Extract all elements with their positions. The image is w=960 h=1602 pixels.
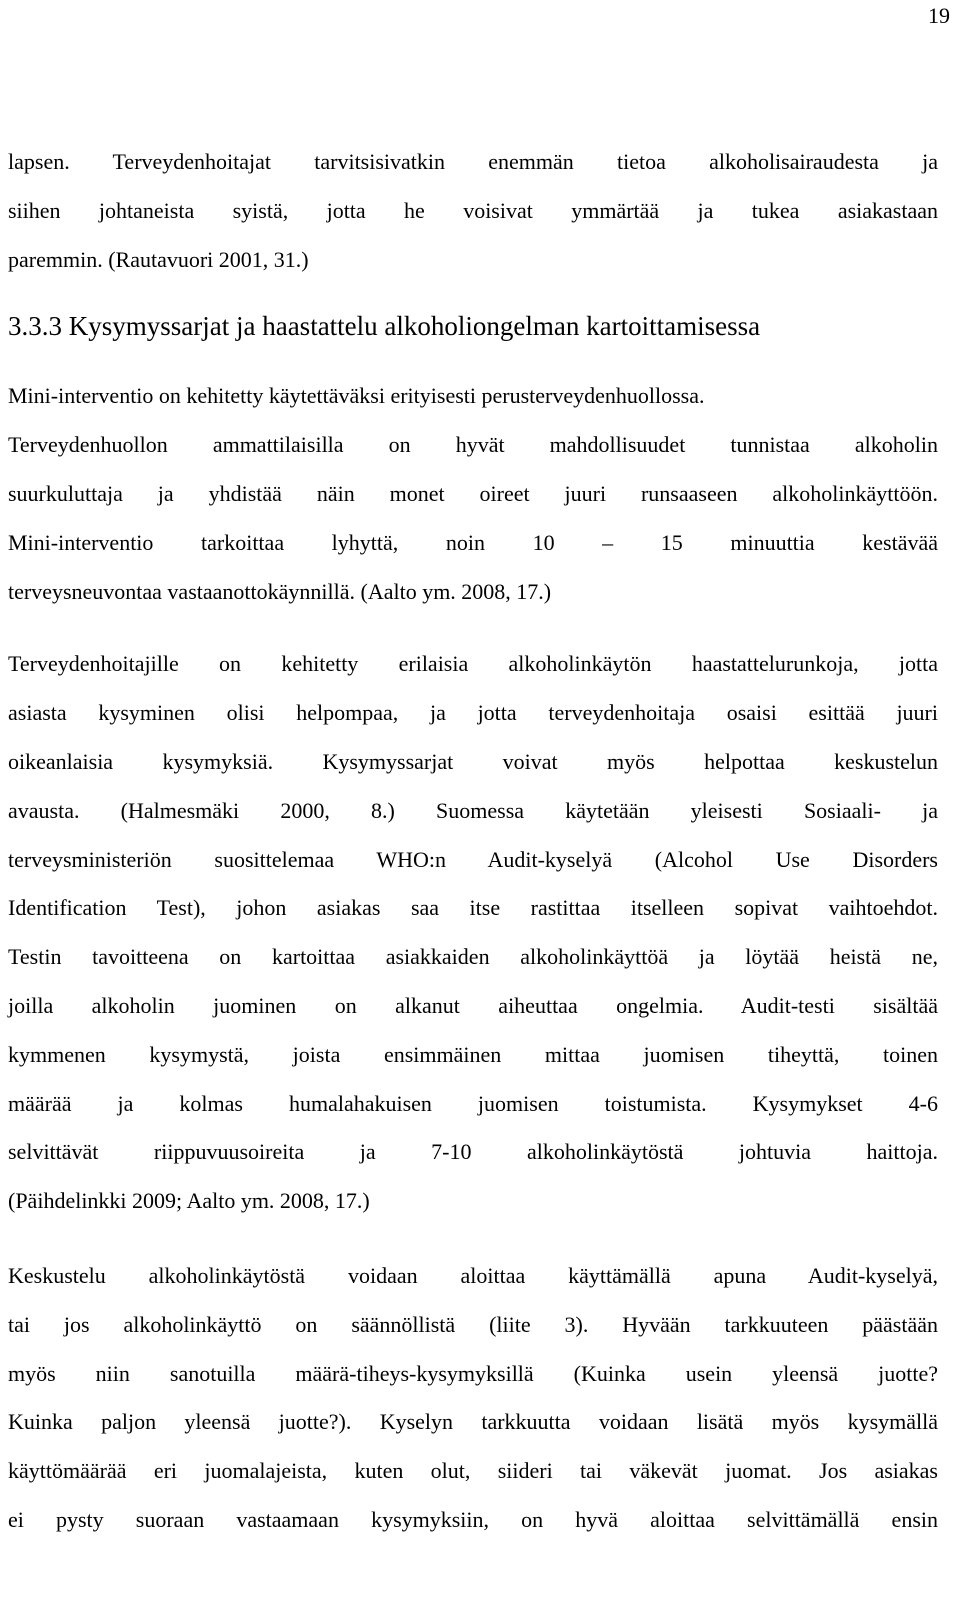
text-line: ei pysty suoraan vastaamaan kysymyksiin, on hyvä aloittaa selvittämällä ensin	[8, 1506, 938, 1532]
intro-paragraph	[8, 138, 938, 284]
text-line: terveysneuvontaa vastaanottokäynnillä. (Aalto ym. 2008, 17.)	[8, 578, 552, 604]
text-line: suurkuluttaja ja yhdistää näin monet oireet juuri runsaaseen alkoholinkäyttöön.	[8, 480, 938, 506]
text-line: Kuinka paljon yleensä juotte?). Kyselyn tarkkuutta voidaan lisätä myös kysymällä	[8, 1409, 938, 1435]
text-line: Terveydenhoitajille on kehitetty erilaisia alkoholinkäytön haastattelurunkoja, jotta	[8, 651, 938, 677]
text-line: käyttömäärää eri juomalajeista, kuten olut, siideri tai väkevät juomat. Jos asiakas	[8, 1458, 938, 1484]
text-line: selvittävät riippuvuusoireita ja 7-10 alkoholinkäytöstä johtuvia haittoja.	[8, 1139, 938, 1165]
paragraph-audit	[8, 640, 938, 1226]
text-line: Testin tavoitteena on kartoittaa asiakkaiden alkoholinkäyttöä ja löytää heistä ne,	[8, 944, 938, 970]
text-line: Terveydenhuollon ammattilaisilla on hyvät mahdollisuudet tunnistaa alkoholin	[8, 432, 938, 458]
document-body	[8, 138, 938, 1545]
text-line: määrää ja kolmas humalahakuisen juomisen toistumista. Kysymykset 4-6	[8, 1090, 938, 1116]
text-line: kymmenen kysymystä, joista ensimmäinen mittaa juomisen tiheyttä, toinen	[8, 1041, 938, 1067]
page-number: 19	[928, 3, 950, 28]
text-line: Mini-interventio on kehitetty käytettäväksi erityisesti perusterveydenhuollossa.	[8, 383, 705, 409]
text-line: tai jos alkoholinkäyttö on säännöllistä (liite 3). Hyvään tarkkuuteen päästään	[8, 1311, 938, 1337]
paragraph-mini-interventio	[8, 372, 938, 616]
text-line: (Päihdelinkki 2009; Aalto ym. 2008, 17.)	[8, 1188, 370, 1214]
text-line: terveysministeriön suosittelemaa WHO:n Audit-kyselyä (Alcohol Use Disorders	[8, 846, 938, 872]
text-line: Keskustelu alkoholinkäytöstä voidaan aloittaa käyttämällä apuna Audit-kyselyä,	[8, 1262, 938, 1288]
text-line: lapsen. Terveydenhoitajat tarvitsisivatkin enemmän tietoa alkoholisairaudesta ja	[8, 149, 938, 174]
text-line: avausta. (Halmesmäki 2000, 8.) Suomessa käytetään yleisesti Sosiaali- ja	[8, 797, 938, 823]
text-line: joilla alkoholin juominen on alkanut aiheuttaa ongelmia. Audit-testi sisältää	[8, 992, 938, 1018]
text-line: oikeanlaisia kysymyksiä. Kysymyssarjat voivat myös helpottaa keskustelun	[8, 748, 938, 774]
text-line: Mini-interventio tarkoittaa lyhyttä, noin 10 – 15 minuuttia kestävää	[8, 529, 938, 555]
text-line: myös niin sanotuilla määrä-tiheys-kysymyksillä (Kuinka usein yleensä juotte?	[8, 1360, 938, 1386]
text-line: siihen johtaneista syistä, jotta he voisivat ymmärtää ja tukea asiakastaan	[8, 197, 938, 223]
section-heading: 3.3.3 Kysymyssarjat ja haastattelu alkoholiongelman kartoittamisessa	[8, 311, 761, 342]
paragraph-keskustelu	[8, 1252, 938, 1545]
text-line: paremmin. (Rautavuori 2001, 31.)	[8, 246, 309, 272]
text-line: asiasta kysyminen olisi helpompaa, ja jotta terveydenhoitaja osaisi esittää juuri	[8, 700, 938, 726]
text-line: Identification Test), johon asiakas saa itse rastittaa itselleen sopivat vaihtoehdot.	[8, 895, 938, 921]
